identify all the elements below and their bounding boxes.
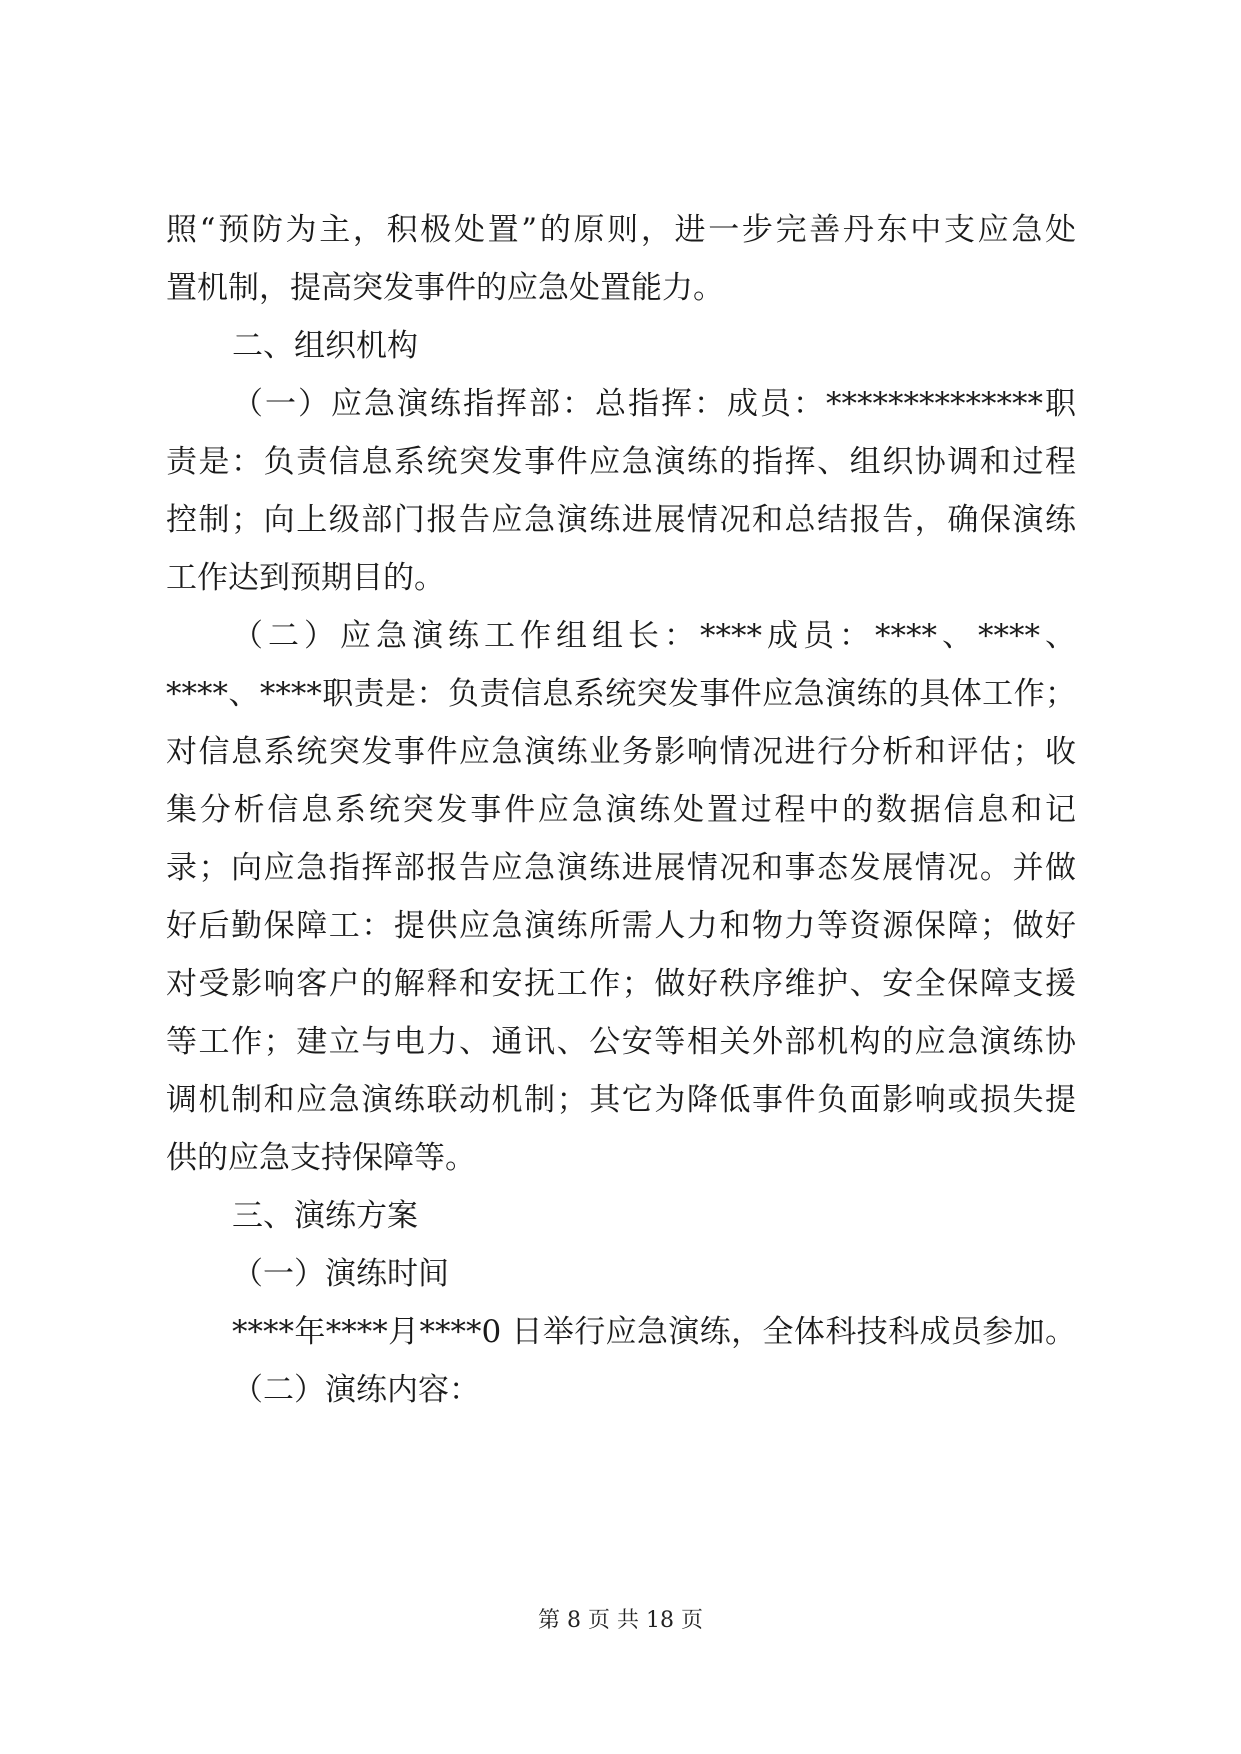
body-text-line: 对信息系统突发事件应急演练业务影响情况进行分析和评估；收 — [166, 734, 1076, 770]
body-text-line: 置机制，提高突发事件的应急处置能力。 — [166, 270, 724, 306]
body-text-line: 等工作；建立与电力、通讯、公安等相关外部机构的应急演练协 — [166, 1024, 1076, 1060]
body-text-line: ****、****职责是：负责信息系统突发事件应急演练的具体工作； — [166, 676, 1076, 712]
subsection-heading: （一）应急演练指挥部：总指挥：成员：**************职 — [232, 386, 1076, 422]
body-text-line: 录；向应急指挥部报告应急演练进展情况和事态发展情况。并做 — [166, 850, 1076, 886]
body-text-line: ****年****月****0 日举行应急演练，全体科技科成员参加。 — [232, 1314, 1076, 1350]
section-heading: 三、演练方案 — [232, 1198, 418, 1234]
body-text-line: 对受影响客户的解释和安抚工作；做好秩序维护、安全保障支援 — [166, 966, 1076, 1002]
subsection-heading: （一）演练时间 — [232, 1256, 449, 1292]
page-number-footer: 第 8 页 共 18 页 — [538, 1608, 703, 1633]
body-text-line: 调机制和应急演练联动机制；其它为降低事件负面影响或损失提 — [166, 1082, 1076, 1118]
section-heading: 二、组织机构 — [232, 328, 418, 364]
body-text-line: 控制；向上级部门报告应急演练进展情况和总结报告，确保演练 — [166, 502, 1076, 538]
body-text-line: 照“预防为主，积极处置”的原则，进一步完善丹东中支应急处 — [166, 212, 1076, 248]
subsection-heading: （二）演练内容： — [232, 1372, 480, 1408]
body-text-line: 集分析信息系统突发事件应急演练处置过程中的数据信息和记 — [166, 792, 1076, 828]
subsection-heading: （二）应急演练工作组组长：****成员：****、****、 — [232, 618, 1076, 654]
body-text-line: 好后勤保障工：提供应急演练所需人力和物力等资源保障；做好 — [166, 908, 1076, 944]
body-text-line: 责是：负责信息系统突发事件应急演练的指挥、组织协调和过程 — [166, 444, 1076, 480]
body-text-line: 工作达到预期目的。 — [166, 560, 445, 596]
body-text-line: 供的应急支持保障等。 — [166, 1140, 476, 1176]
